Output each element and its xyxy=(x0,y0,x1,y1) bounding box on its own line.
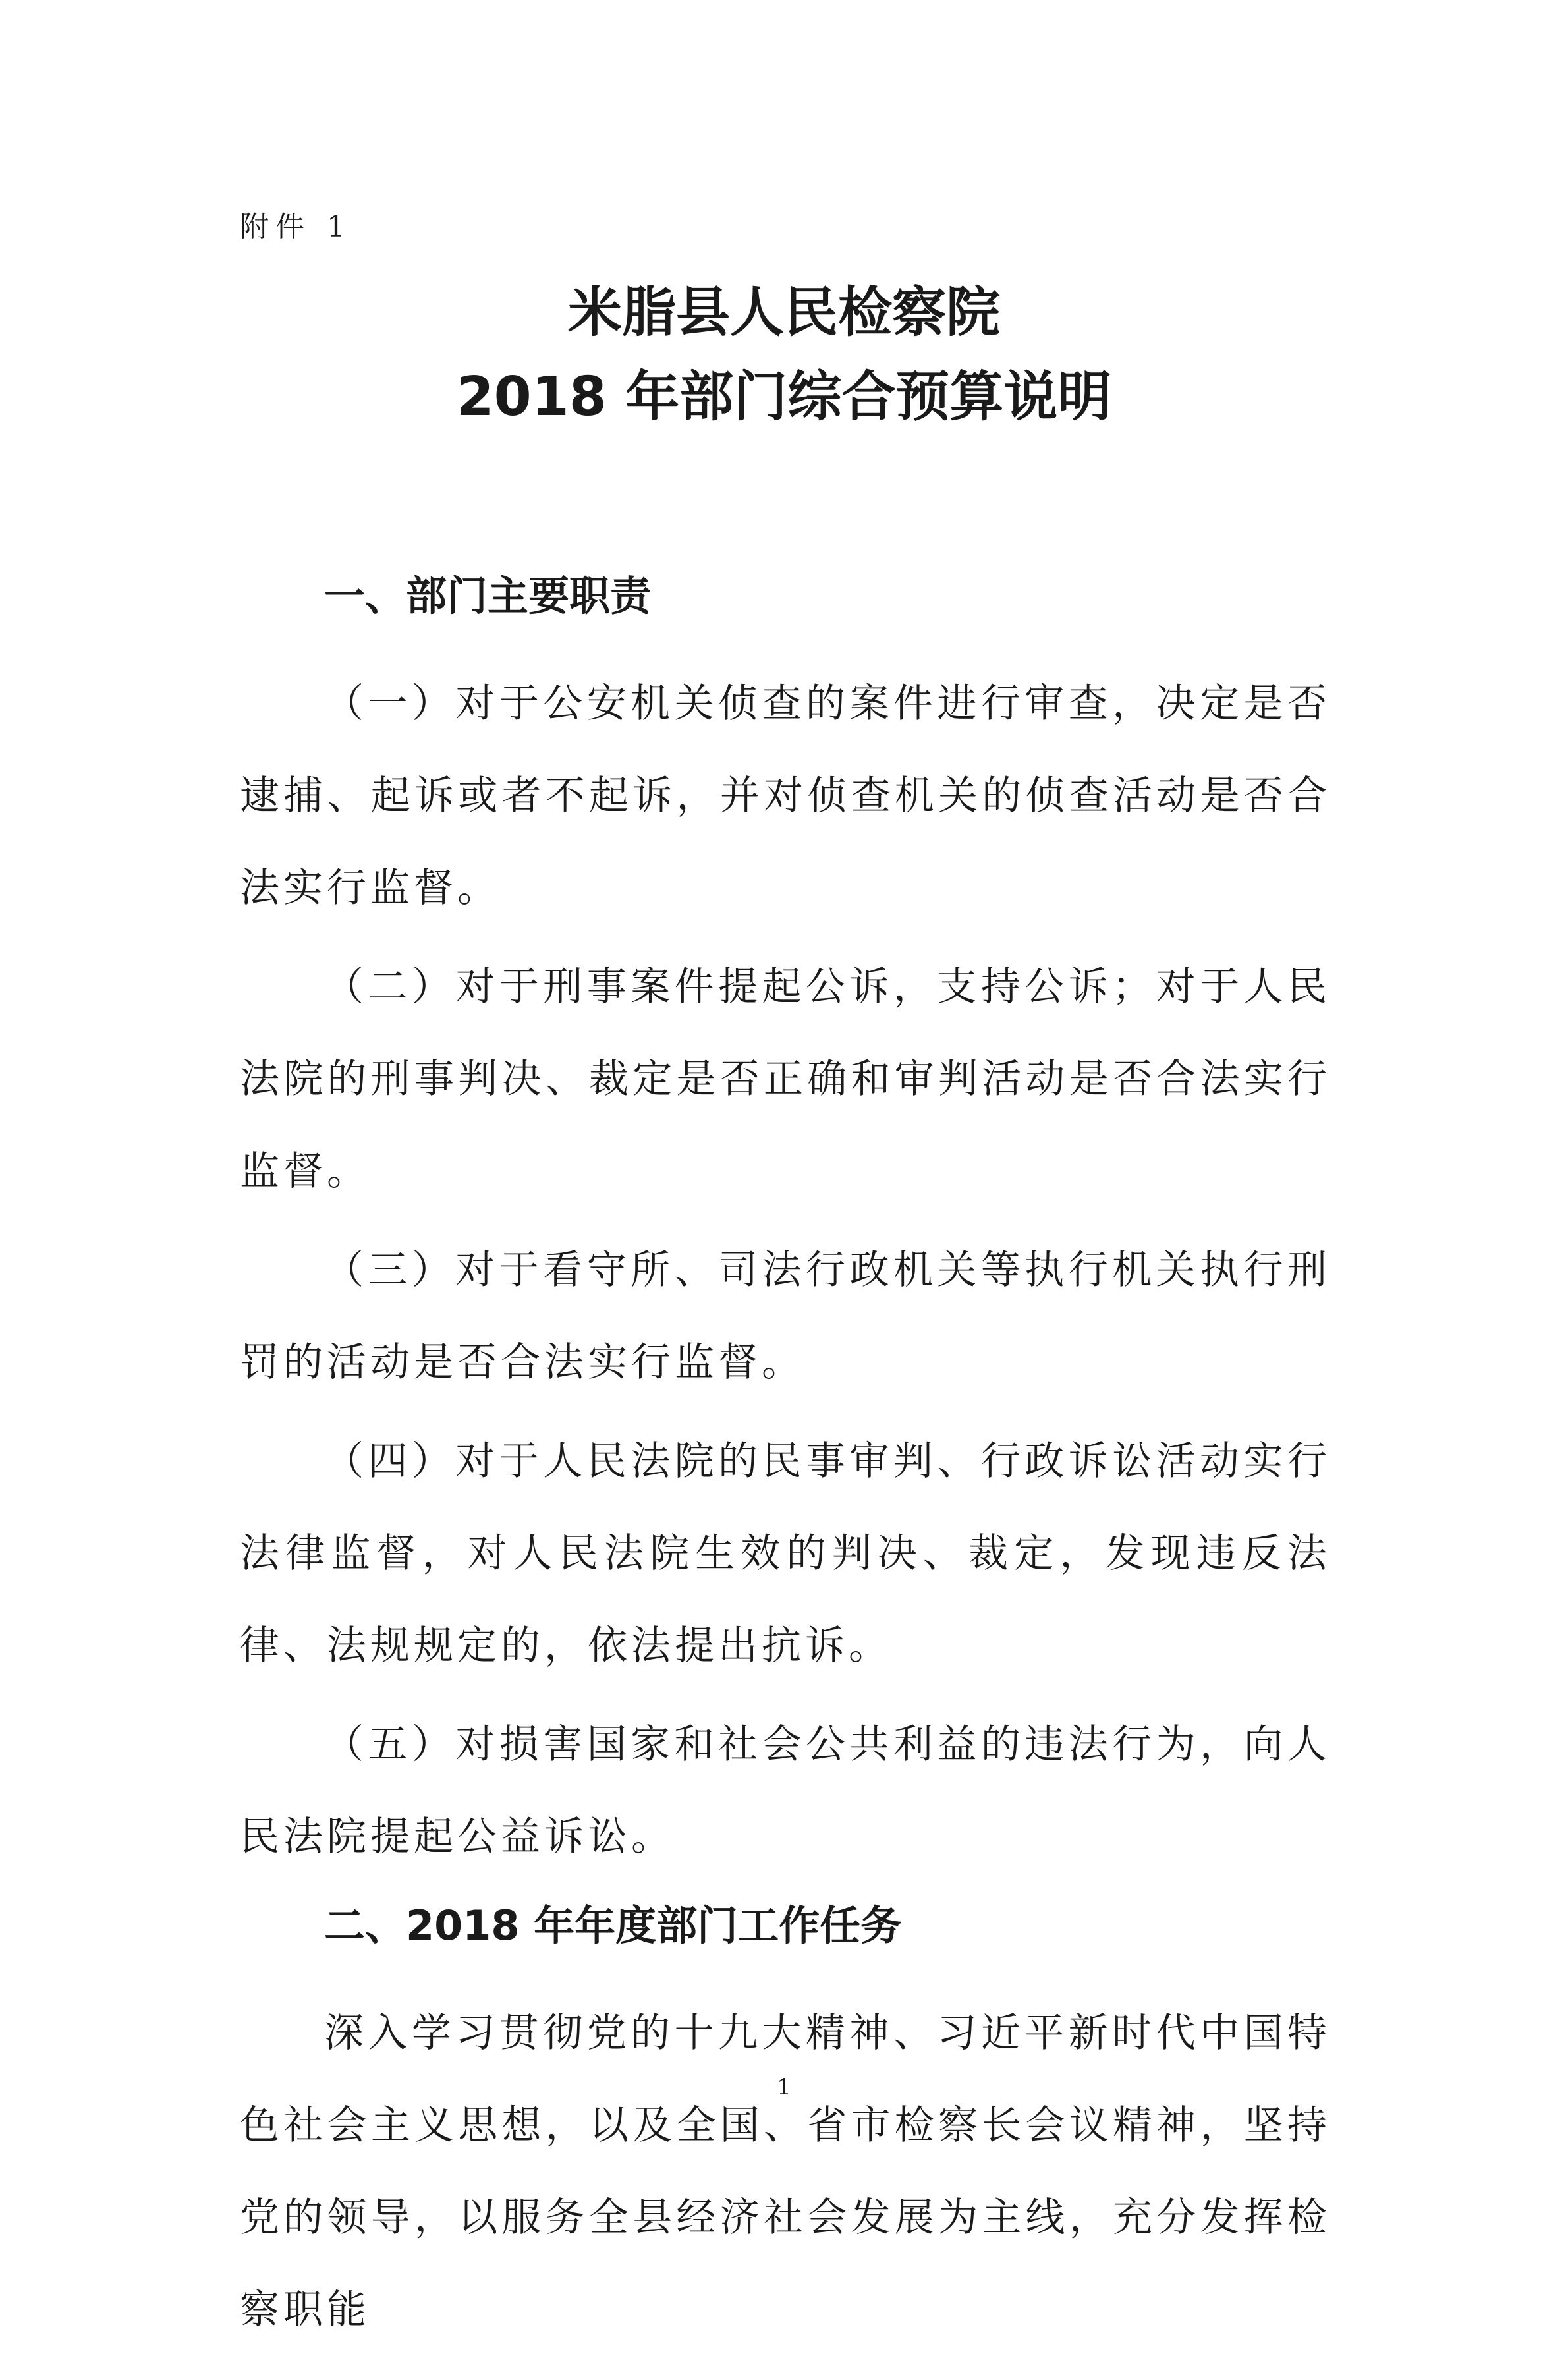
document-title-line-1: 米脂县人民检察院 xyxy=(567,281,1000,344)
paragraph: （二）对于刑事案件提起公诉，支持公诉；对于人民法院的刑事判决、裁定是否正确和审判活动是否合法实行监督。 xyxy=(240,964,1331,1194)
paragraph: （五）对损害国家和社会公共利益的违法行为，向人民法院提起公益诉讼。 xyxy=(240,1722,1331,1860)
document-title-line-2: 2018 年部门综合预算说明 xyxy=(456,366,1112,428)
section-heading-tasks: 二、2018 年年度部门工作任务 xyxy=(324,1901,902,1949)
paragraph: （四）对于人民法院的民事审判、行政诉讼活动实行法律监督，对人民法院生效的判决、裁定，发现违反法律、法规规定的，依法提出抗诉。 xyxy=(240,1438,1331,1669)
page-number: 1 xyxy=(777,2074,791,2100)
paragraph: （一）对于公安机关侦查的案件进行审查，决定是否逮捕、起诉或者不起诉，并对侦查机关的侦查活动是否合法实行监督。 xyxy=(240,681,1331,911)
section-heading-duties: 一、部门主要职责 xyxy=(324,572,652,620)
paragraph: 深入学习贯彻党的十九大精神、习近平新时代中国特色社会主义思想，以及全国、省市检察长会议精神，坚持党的领导，以服务全县经济社会发展为主线，充分发挥检察职能 xyxy=(240,2010,1331,2333)
attachment-label: 附件 1 xyxy=(240,210,352,244)
paragraph: （三）对于看守所、司法行政机关等执行机关执行刑罚的活动是否合法实行监督。 xyxy=(240,1247,1331,1386)
